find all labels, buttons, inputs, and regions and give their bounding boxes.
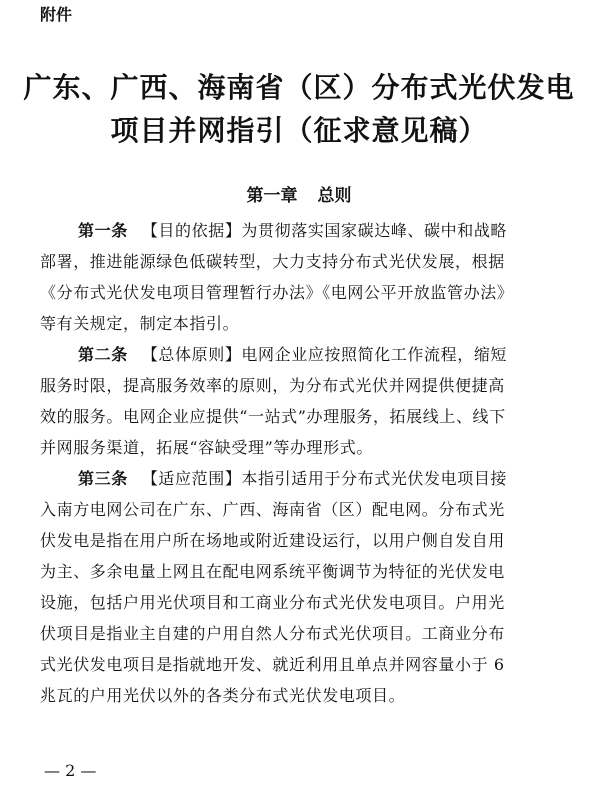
article-line: 并网服务渠道，拓展“容缺受理”等办理形式。	[40, 438, 373, 457]
article-line: 式光伏发电项目是指就地开发、就近利用且单点并网容量小于 6	[40, 655, 505, 674]
article-number: 第三条	[78, 469, 128, 488]
document-body	[40, 215, 568, 711]
article-text: 【适应范围】本指引适用于分布式光伏发电项目接	[141, 469, 508, 488]
article-line: 服务时限，提高服务效率的原则，为分布式光伏并网提供便捷高	[40, 376, 505, 395]
document-title-line-1: 广东、广西、海南省（区）分布式光伏发电	[23, 71, 575, 104]
article-2	[40, 339, 568, 463]
article-line: 部署，推进能源绿色低碳转型，大力支持分布式光伏发展，根据	[40, 252, 505, 271]
page-number: — 2 —	[44, 761, 97, 780]
article-line	[40, 215, 568, 246]
article-text: 【目的依据】为贯彻落实国家碳达峰、碳中和战略	[141, 221, 508, 240]
document-title-line-2: 项目并网指引（征求意见稿）	[110, 114, 488, 147]
attachment-label: 附件	[40, 5, 73, 24]
article-line	[40, 463, 568, 494]
article-line: 等有关规定，制定本指引。	[40, 314, 240, 333]
article-line: 《分布式光伏发电项目管理暂行办法》《电网公平开放监管办法》	[40, 283, 514, 302]
chapter-name: 总则	[317, 186, 352, 206]
article-line: 为主、多余电量上网且在配电网系统平衡调节为特征的光伏发电	[40, 562, 505, 581]
chapter-heading	[0, 184, 598, 208]
article-line: 伏发电是指在用户所在场地或附近建设运行，以用户侧自发自用	[40, 531, 505, 550]
chapter-number: 第一章	[246, 186, 298, 206]
article-1	[40, 215, 568, 339]
article-3	[40, 463, 568, 711]
article-line	[40, 339, 568, 370]
article-number: 第二条	[78, 345, 128, 364]
article-line: 效的服务。电网企业应提供“一站式”办理服务，拓展线上、线下	[40, 407, 506, 426]
article-line: 兆瓦的户用光伏以外的各类分布式光伏发电项目。	[40, 686, 406, 705]
article-line: 伏项目是指业主自建的户用自然人分布式光伏项目。工商业分布	[40, 624, 505, 643]
article-line: 入南方电网公司在广东、广西、海南省（区）配电网。分布式光	[40, 500, 505, 519]
article-number: 第一条	[78, 221, 128, 240]
article-text: 【总体原则】电网企业应按照简化工作流程，缩短	[141, 345, 508, 364]
article-line: 设施，包括户用光伏项目和工商业分布式光伏发电项目。户用光	[40, 593, 505, 612]
